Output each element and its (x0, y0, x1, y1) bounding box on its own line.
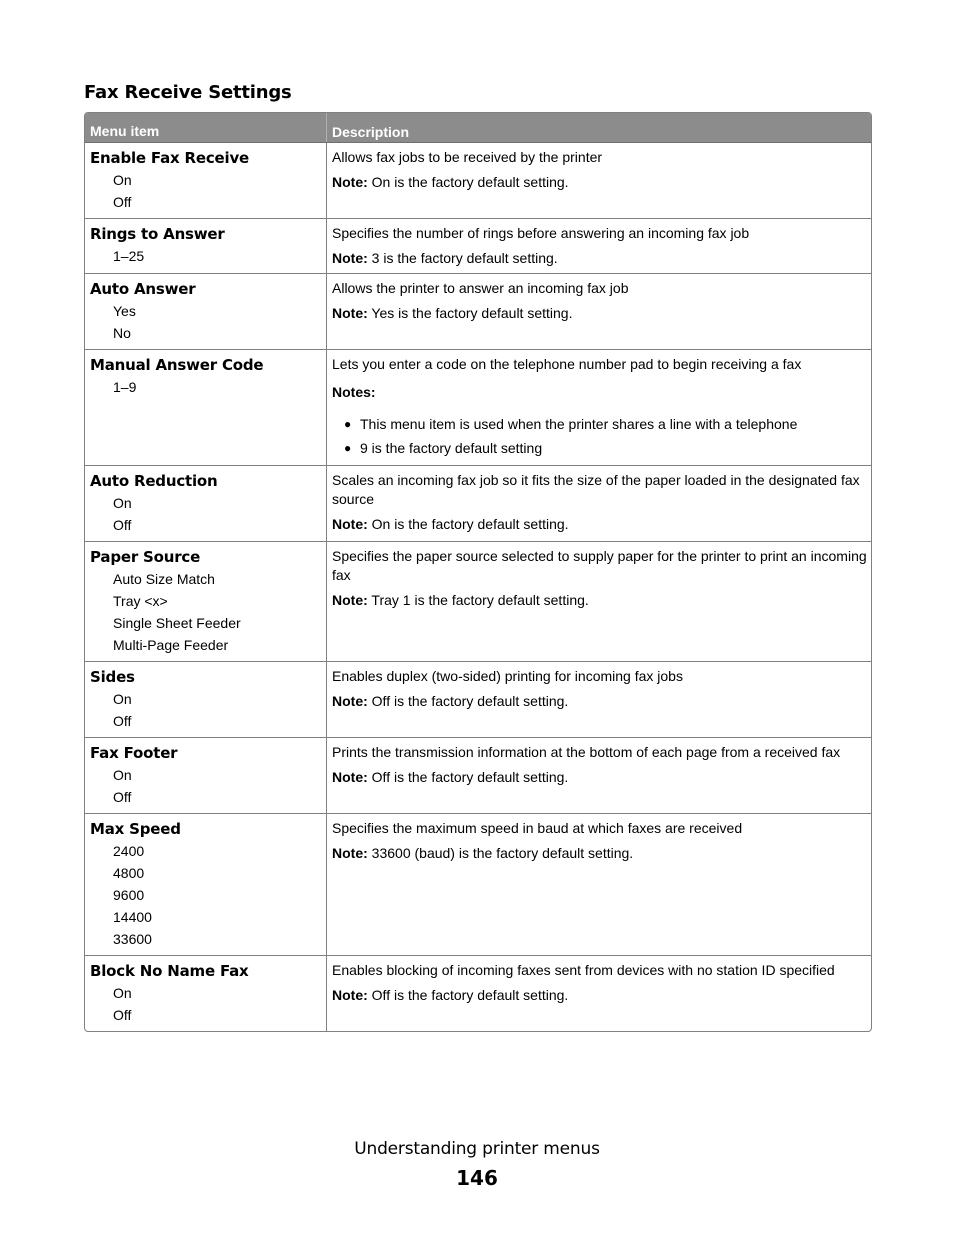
note-label: Note: (332, 693, 368, 709)
description-cell (327, 274, 871, 349)
table-row (85, 274, 871, 350)
menu-item-option: Single Sheet Feeder (113, 615, 241, 631)
footer-section-name: Understanding printer menus (354, 1139, 600, 1159)
table-row (85, 466, 871, 542)
menu-item-cell (85, 350, 327, 465)
menu-item-option: 33600 (113, 931, 152, 947)
menu-item-option: On (113, 691, 132, 707)
description-text: Scales an incoming fax job so it fits the size of the paper loaded in the designated fax source (332, 472, 860, 507)
description-cell (327, 738, 871, 813)
menu-item-option: 9600 (113, 887, 145, 903)
default-note (332, 173, 867, 192)
note-label: Note: (332, 845, 368, 861)
menu-item-cell (85, 219, 327, 273)
note-label: Note: (332, 592, 368, 608)
menu-item-name: Sides (90, 668, 135, 686)
description-text: Allows the printer to answer an incoming fax job (332, 280, 629, 296)
bullet-icon: ● (344, 417, 352, 431)
menu-item-name: Block No Name Fax (90, 962, 249, 980)
menu-item-option: Off (113, 194, 132, 210)
menu-item-option: Off (113, 517, 132, 533)
description-text: Specifies the maximum speed in baud at which faxes are received (332, 820, 743, 836)
default-note (332, 591, 867, 610)
menu-item-option: On (113, 495, 132, 511)
description-text: Prints the transmission information at the bottom of each page from a received fax (332, 744, 841, 760)
notes-list-text: 9 is the factory default setting (360, 440, 543, 456)
description-cell (327, 542, 871, 661)
note-label: Note: (332, 305, 368, 321)
default-note (332, 249, 867, 268)
description-cell (327, 143, 871, 218)
menu-item-cell (85, 274, 327, 349)
menu-item-name: Fax Footer (90, 744, 178, 762)
menu-item-option: 4800 (113, 865, 145, 881)
note-text: Off is the factory default setting. (371, 693, 569, 709)
note-label: Note: (332, 174, 368, 190)
page-number: 146 (456, 1166, 498, 1190)
note-label: Note: (332, 516, 368, 532)
menu-item-name: Auto Answer (90, 280, 196, 298)
note-text: 3 is the factory default setting. (371, 250, 558, 266)
description-text: Allows fax jobs to be received by the printer (332, 149, 603, 165)
menu-item-cell (85, 143, 327, 218)
menu-item-name: Manual Answer Code (90, 356, 264, 374)
description-text: Enables blocking of incoming faxes sent from devices with no station ID specified (332, 962, 835, 978)
menu-item-option: 2400 (113, 843, 145, 859)
description-text: Specifies the paper source selected to supply paper for the printer to print an incoming fax (332, 548, 867, 583)
menu-item-option: Tray <x> (113, 593, 168, 609)
table-row (85, 662, 871, 738)
description-cell (327, 219, 871, 273)
note-text: Tray 1 is the factory default setting. (371, 592, 589, 608)
menu-item-cell (85, 662, 327, 737)
header-description: Description (332, 124, 410, 140)
menu-item-cell (85, 542, 327, 661)
default-note (332, 515, 867, 534)
description-cell (327, 956, 871, 1031)
default-note (332, 692, 867, 711)
menu-item-option: On (113, 985, 132, 1001)
table-row (85, 143, 871, 219)
menu-item-name: Enable Fax Receive (90, 149, 249, 167)
menu-item-cell (85, 466, 327, 541)
menu-item-option: 1–9 (113, 379, 137, 395)
description-cell (327, 466, 871, 541)
menu-item-option: On (113, 172, 132, 188)
menu-item-cell (85, 738, 327, 813)
note-label: Note: (332, 250, 368, 266)
fax-receive-settings-table (84, 112, 872, 1032)
default-note (332, 768, 867, 787)
table-row (85, 956, 871, 1031)
table-row (85, 814, 871, 956)
table-row (85, 350, 871, 466)
note-label: Note: (332, 769, 368, 785)
section-title: Fax Receive Settings (84, 82, 292, 103)
description-text: Specifies the number of rings before answering an incoming fax job (332, 225, 750, 241)
note-text: 33600 (baud) is the factory default setting. (371, 845, 634, 861)
notes-list-item (332, 436, 867, 460)
menu-item-option: Off (113, 713, 132, 729)
menu-item-option: No (113, 325, 131, 341)
menu-item-cell (85, 956, 327, 1031)
description-cell (327, 662, 871, 737)
menu-item-option: Off (113, 1007, 132, 1023)
table-body (85, 143, 871, 1031)
table-header (85, 113, 871, 143)
menu-item-name: Rings to Answer (90, 225, 225, 243)
menu-item-name: Max Speed (90, 820, 181, 838)
menu-item-option: Off (113, 789, 132, 805)
table-row (85, 738, 871, 814)
menu-item-cell (85, 814, 327, 955)
bullet-icon: ● (344, 441, 352, 455)
default-note (332, 844, 867, 863)
menu-item-name: Paper Source (90, 548, 201, 566)
menu-item-option: Multi-Page Feeder (113, 637, 229, 653)
table-row (85, 542, 871, 662)
description-text: Lets you enter a code on the telephone number pad to begin receiving a fax (332, 356, 802, 372)
default-note (332, 986, 867, 1005)
note-label: Note: (332, 987, 368, 1003)
menu-item-option: 14400 (113, 909, 152, 925)
menu-item-option: Auto Size Match (113, 571, 215, 587)
menu-item-option: On (113, 767, 132, 783)
note-text: Off is the factory default setting. (371, 987, 569, 1003)
note-text: Off is the factory default setting. (371, 769, 569, 785)
menu-item-option: Yes (113, 303, 136, 319)
description-text: Enables duplex (two-sided) printing for incoming fax jobs (332, 668, 683, 684)
note-text: Yes is the factory default setting. (371, 305, 573, 321)
notes-list-item (332, 412, 867, 436)
description-cell (327, 350, 871, 465)
menu-item-option: 1–25 (113, 248, 145, 264)
note-text: On is the factory default setting. (371, 174, 569, 190)
menu-item-name: Auto Reduction (90, 472, 218, 490)
notes-label: Notes: (332, 384, 376, 400)
notes-list-text: This menu item is used when the printer shares a line with a telephone (360, 416, 798, 432)
description-cell (327, 814, 871, 955)
notes-list (332, 412, 867, 460)
note-text: On is the factory default setting. (371, 516, 569, 532)
header-menu-item: Menu item (85, 113, 327, 142)
default-note (332, 304, 867, 323)
table-row (85, 219, 871, 274)
